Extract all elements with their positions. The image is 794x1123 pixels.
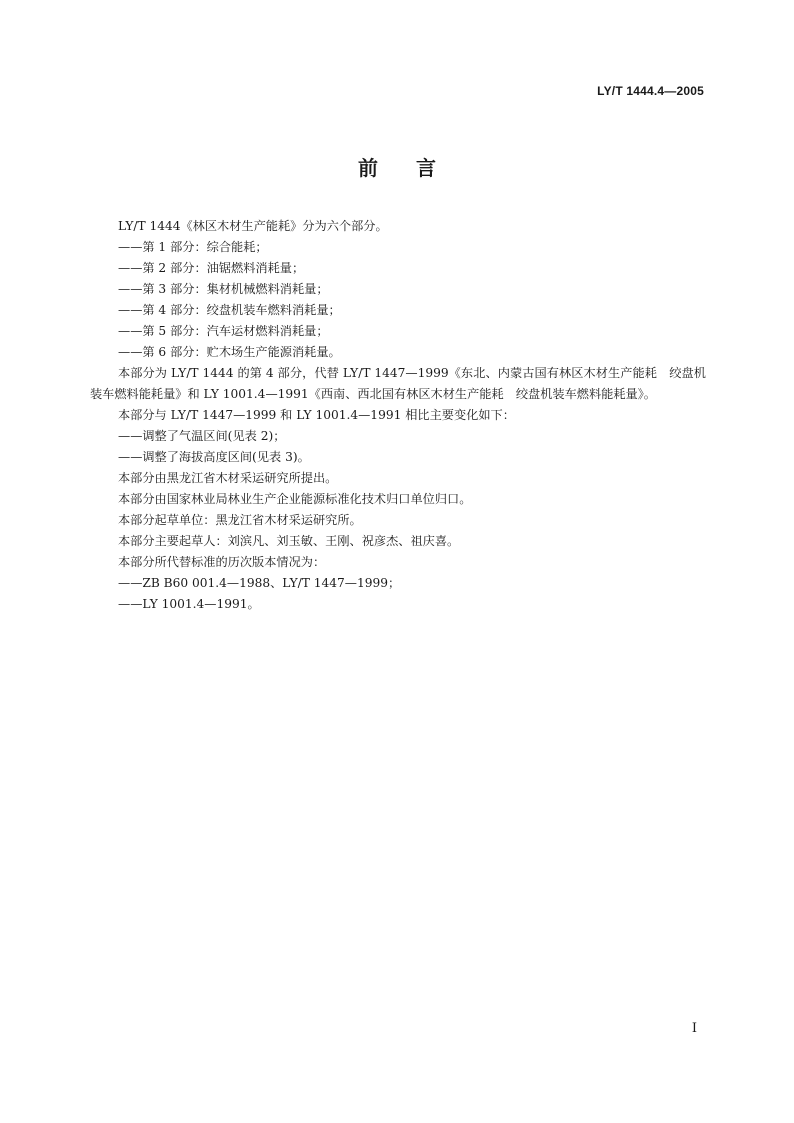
- paragraph: 本部分由国家林业局林业生产企业能源标准化技术归口单位归口。: [118, 492, 472, 506]
- list-item: ——第 6 部分：贮木场生产能源消耗量。: [118, 345, 341, 359]
- list-item: ——第 3 部分：集材机械燃料消耗量；: [118, 282, 329, 296]
- paragraph: 本部分起草单位：黑龙江省木材采运研究所。: [118, 513, 362, 527]
- paragraph: 本部分由黑龙江省木材采运研究所提出。: [118, 471, 338, 485]
- paragraph: 本部分与 LY/T 1447—1999 和 LY 1001.4—1991 相比主要变化如下：: [118, 408, 515, 422]
- list-item: ——第 4 部分：绞盘机装车燃料消耗量；: [118, 303, 341, 317]
- list-item: ——ZB B60 001.4—1988、LY/T 1447—1999；: [118, 576, 401, 590]
- list-item: ——第 1 部分：综合能耗；: [118, 240, 268, 254]
- foreword-body: [90, 216, 706, 615]
- list-item: ——调整了海拔高度区间(见表 3)。: [118, 450, 310, 464]
- page-title: [0, 152, 794, 181]
- paragraph: 本部分为 LY/T 1444 的第 4 部分，代替 LY/T 1447—1999《东北、内蒙古国有林区木材生产能耗 绞盘机装车燃料能耗量》和 LY 1001.4—1991《西南、西北国有林区木材生产能耗 绞盘机装车燃料能耗量》。: [90, 366, 706, 401]
- page-title-char-2: 言: [416, 156, 436, 180]
- list-item: ——调整了气温区间(见表 2)；: [118, 429, 286, 443]
- paragraph: 本部分主要起草人：刘滨凡、刘玉敏、王刚、祝彦杰、祖庆喜。: [118, 534, 460, 548]
- page-title-char-1: 前: [358, 156, 378, 180]
- list-item: ——LY 1001.4—1991。: [118, 597, 260, 611]
- list-item: ——第 2 部分：油锯燃料消耗量；: [118, 261, 305, 275]
- list-item: ——第 5 部分：汽车运材燃料消耗量；: [118, 324, 329, 338]
- paragraph: 本部分所代替标准的历次版本情况为：: [118, 555, 326, 569]
- standard-code-header: LY/T 1444.4—2005: [597, 84, 704, 98]
- paragraph: LY/T 1444《林区木材生产能耗》分为六个部分。: [118, 219, 388, 233]
- page-number: I: [691, 1021, 697, 1036]
